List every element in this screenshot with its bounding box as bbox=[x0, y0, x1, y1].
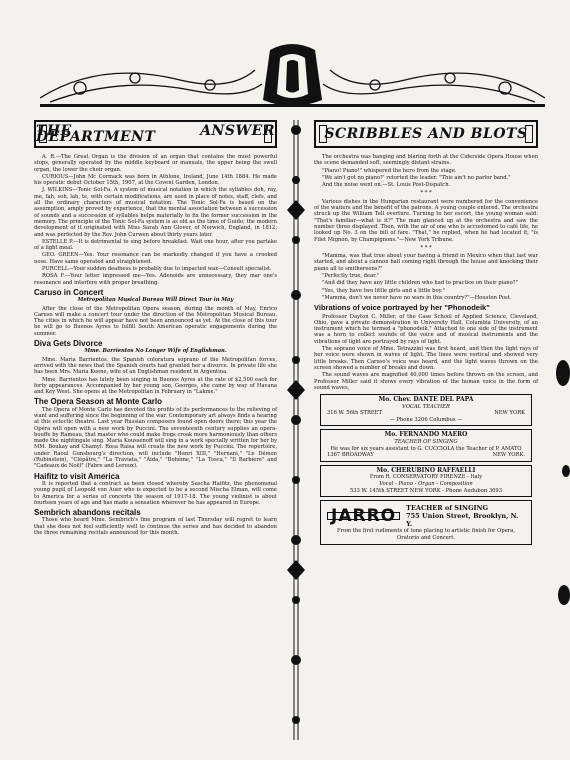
ad-dante-del-papa bbox=[320, 394, 532, 426]
answer-item: PURCELL—Your sudden deafness is probably due to impacted wax—Consult specialist. bbox=[42, 266, 272, 273]
ink-blot bbox=[556, 360, 570, 386]
phonodeik-heading: Vibrations of voice portrayed by her "Phonodeik" bbox=[314, 303, 490, 313]
anecdote-text: "And did they have any little children who had to practice on their piano?" bbox=[322, 280, 518, 287]
ad-address: 533 W. 145th STREET NEW YORK - Phone Audubon 3693 bbox=[349, 487, 503, 494]
anecdote-text: "Piano! Piano!" whispered the hero from the stage. bbox=[322, 167, 457, 174]
article-subheading: Metropolitan Musical Bureau Will Direct Tour in May bbox=[77, 297, 234, 304]
ad-city: NEW YORK bbox=[494, 410, 525, 417]
jarro-logo: JARRO bbox=[327, 512, 400, 520]
ad-fernando-maero bbox=[320, 429, 532, 461]
anecdote-text: Various dishes in the Hungarian restaurant were numbered for the convenience of the waiters and the benefit of the patrons. A young couple entered. The orchestra struck up the William Tell overture. Turning to her escort, the young woman said: "That's familiar—what is it?" The man glanced up at the orchestra and saw the number three displayed. Then, with the air of one who is accustomed to café life, he looked up No. 3 on the bill of fare. "That," he replied, when he had located it, "is Filet Mignon, by Champignons."—New York Tribune. bbox=[314, 198, 538, 243]
ad-phone: — Phone 3206 Columbus — bbox=[389, 416, 463, 423]
article-body: Mme. Maria Barrientos, the Spanish coloratura soprano of the Metropolitan forces, arrived with the news that the Spanish courts had granted her a divorce. In private life she has been Mrs. Maria Keene, wife of an Englishman resident in Argentina. bbox=[34, 356, 277, 376]
anecdote-text: "Mamma, don't we never have no wars in this country?"—Houston Post. bbox=[322, 294, 512, 301]
ad-role: From R. CONSERVATORY FIRENZE - Italy bbox=[369, 474, 483, 481]
answer-item: GEO. GREEN—Yes. Your resonance can be markedly changed if you have a crooked nose. Have same operated and straightened. bbox=[34, 252, 277, 265]
section-stars: * * * bbox=[420, 244, 432, 251]
article-subheading: Mme. Barrientos No Longer Wife of Englishman. bbox=[84, 348, 227, 355]
scribbles-and-blots-column bbox=[314, 120, 538, 548]
ad-cherubino-raffaelli bbox=[320, 465, 532, 497]
anecdote-text: "We ain't got no piano!" retorted the leader. "This ain't no parlor band." bbox=[322, 174, 511, 181]
jarro-title: TEACHER of SINGING bbox=[406, 504, 489, 513]
ad-name: Mo. Chev. DANTE DEL PAPA bbox=[378, 396, 474, 404]
article-body: After the close of the Metropolitan Opera season, during the month of May, Enrico Caruso will make a concert tour under the direction of the Metropolitan Musical Bureau. The cities in which he will appear have not been announced as yet. At the close of this tour he will go to Buenos Ayres to fulfill South American operatic engagements during the summer. bbox=[34, 305, 277, 337]
article-heading: Sembrich abandons recitals bbox=[34, 508, 141, 518]
answer-item: A. R.—The Great Organ is the division of an organ that contains the most powerful stops, generally operated by the middle keyboard or manuals, the upper being the swell organ, the lower the choir organ. bbox=[34, 154, 277, 173]
article-heading: Haifitz to visit America bbox=[34, 471, 120, 481]
header-ornament bbox=[40, 40, 545, 110]
article-body: The sound waves are magnified 40,000 times before thrown on the screen, and Professor Miller said it shows every vibration of the human voice in the form of sound waves, bbox=[314, 372, 538, 391]
ad-name: Mo. FERNANDO MAERO bbox=[384, 431, 468, 439]
ad-line: He was for six years assistant to G. CUCCIOLA the Teacher of P. AMATO bbox=[330, 445, 522, 452]
scribbles-banner: SCRIBBLES AND BLOTS bbox=[314, 120, 538, 148]
ad-city: NEW YORK. bbox=[492, 452, 525, 459]
jarro-line: From the first rudiments of tone placing to artistic finish for Opera, Oratorio and Concert. bbox=[337, 528, 515, 541]
ad-address: 1367 BROADWAY bbox=[327, 452, 374, 459]
article-body: The Opera of Monte Carlo has devoted the profits of its performances to the relieving of want and suffering since the beginning of the war. Contemporary art always finds a hearing at this eclectic theatre. Last year Russian composers found open doors there; this year the Opéra will open with a new work by Puccini. The seventeenth century supplies an opera-bouffe by Rameau, that master who could make frogs croak more harmoniously than others made the nightingale sing. Maria Koussenoff will sing in a work specially written for her by MM. Boukay and Chamyl. Rosa Raisa will create the new work by Puccini. The repertoire, under Raoul Gunsbourg's direction, will include "Henri XIII," "Hernani," "Le Démon (Rubinstein), "Clépâtre," "La Traviata," "Aida," "Bohême," "La Tosca," "Il Barbiere" and "Cadeaux de Noël" (Fabre and Leroux). bbox=[34, 406, 277, 470]
anecdote-text: The orchestra was banging and blaring forth at the Ciderside Opera House when the scene demanded soft, seemingly distant strains. bbox=[314, 154, 538, 167]
column-divider-ornament bbox=[282, 120, 310, 740]
answer-item: J. WILKINS—Tonic Sol-Fa. A system of musical notation in which the syllables doh, ray, me, fah, soh, lah, te, with certain modifications, are used in place of notes, staff, clefs, and all the ordinary characters of musical notation. The Tonic Sol-Fa is based on the assumption, amply proved by experience, that the mental association between a succession of sounds and a succession of syllables helps materially to fix the former succession in the memory. The principle of the Tonic Sol-Fa system is as old as the time of Guido; the modern development of it originated with Miss Sarah Ann Glover, of Norwich, England, in 1812, and was perfected by the Rev. John Curwen about thirty years later. bbox=[34, 187, 277, 238]
anecdote-text: And the noise went on.—St. Louis Post-Dispatch. bbox=[322, 182, 451, 189]
ad-line: Vocal - Piano - Organ - Composition bbox=[379, 481, 473, 488]
article-heading: Caruso in Concert bbox=[34, 287, 104, 297]
article-body: Mme. Barrientos has lately been singing in Buenos Ayres at the rate of $2,500 each for forty appearances. Accompanied by her young son, Georges, she came by way of Havana and Key West. She opens at the Metropolitan in February in "Lakme." bbox=[34, 376, 277, 396]
ad-jarro bbox=[320, 500, 532, 545]
article-body: It is reported that a contract as been closed whereby Sascha Haifitz, the phenomenal young pupil of Leopold von Auer who is expected to be a second Mischa Elman, will come to America for a series of concerts the season of 1917-18. The young violinist is about fourteen years of age and has made a sensation wherever he has appeared in Europe. bbox=[34, 480, 277, 506]
article-body: The soprano voice of Mme. Tetrazzini was first heard, and then the light rays of her voice were shown in waves of light. The lines were vertical and showed very little breaks. Then Caruso's voice was heard, and the light waves thrown on the screen showed a number of breaks and down. bbox=[314, 346, 538, 371]
article-heading: Diva Gets Divorce bbox=[34, 339, 103, 349]
ad-name: Mo. CHERUBINO RAFFAELLI bbox=[376, 466, 476, 474]
ink-blot bbox=[558, 585, 570, 605]
ink-blot bbox=[562, 465, 570, 477]
article-heading: The Opera Season at Monte Carlo bbox=[34, 397, 163, 407]
anecdote-text: "Yes, they have two little girls and a little boy." bbox=[322, 287, 445, 294]
anecdote-text: "Perfectly true, dear." bbox=[322, 273, 380, 280]
article-body: Those who heard Mme. Sembrich's fine program of last Thursday will regret to learn that she does not feel sufficiently well to continue the series and has decided to abandon the three remaining recitals announced for this month. bbox=[34, 517, 277, 537]
answer-department-banner: THE ANSWER DEPARTMENT bbox=[34, 120, 277, 148]
answer-item: ESTELLE P.—It is detrimental to sing before breakfast. Wait one hour, after you partake of a light meal. bbox=[34, 238, 277, 252]
anecdote-text: "Mamma, was that true about your having a friend in Mexico when that last war started, and about a cannon ball coming right through the house and knocking their piano all to smithereens?" bbox=[314, 253, 538, 272]
section-stars: * * * bbox=[420, 190, 432, 197]
answer-item: CURIOUS—John Mc Cormack was born in Athlone, Ireland, June 14th 1884. He made his operatic debut October 15th, 1907, at the Covent Garden, London. bbox=[34, 173, 277, 187]
jarro-address: 755 Union Street, Brooklyn, N. Y. bbox=[406, 512, 519, 529]
ad-role: TEACHER OF SINGING bbox=[394, 439, 458, 446]
ad-address: 316 W. 56th STREET bbox=[327, 410, 382, 417]
answer-item: ROSA F.—Your letter impressed me—Yes. Adenoids are unnecessary, they mar one's resonance and interfere with proper breathing. bbox=[34, 273, 277, 286]
answer-department-column bbox=[34, 120, 277, 537]
article-body: Professor Dayton C. Miller, of the Case School of Applied Science, Cleveland, Ohio, gave a private demonstration in University Hall, Columbia University, of an instrument which he termed a "phonodeik." Attached to one side of the instrument was a horn to collect sounds of the voice and of musical instruments and the vibrations of light are portrayed by rays of light. bbox=[314, 313, 538, 345]
ad-role: VOCAL TEACHER bbox=[402, 403, 450, 410]
